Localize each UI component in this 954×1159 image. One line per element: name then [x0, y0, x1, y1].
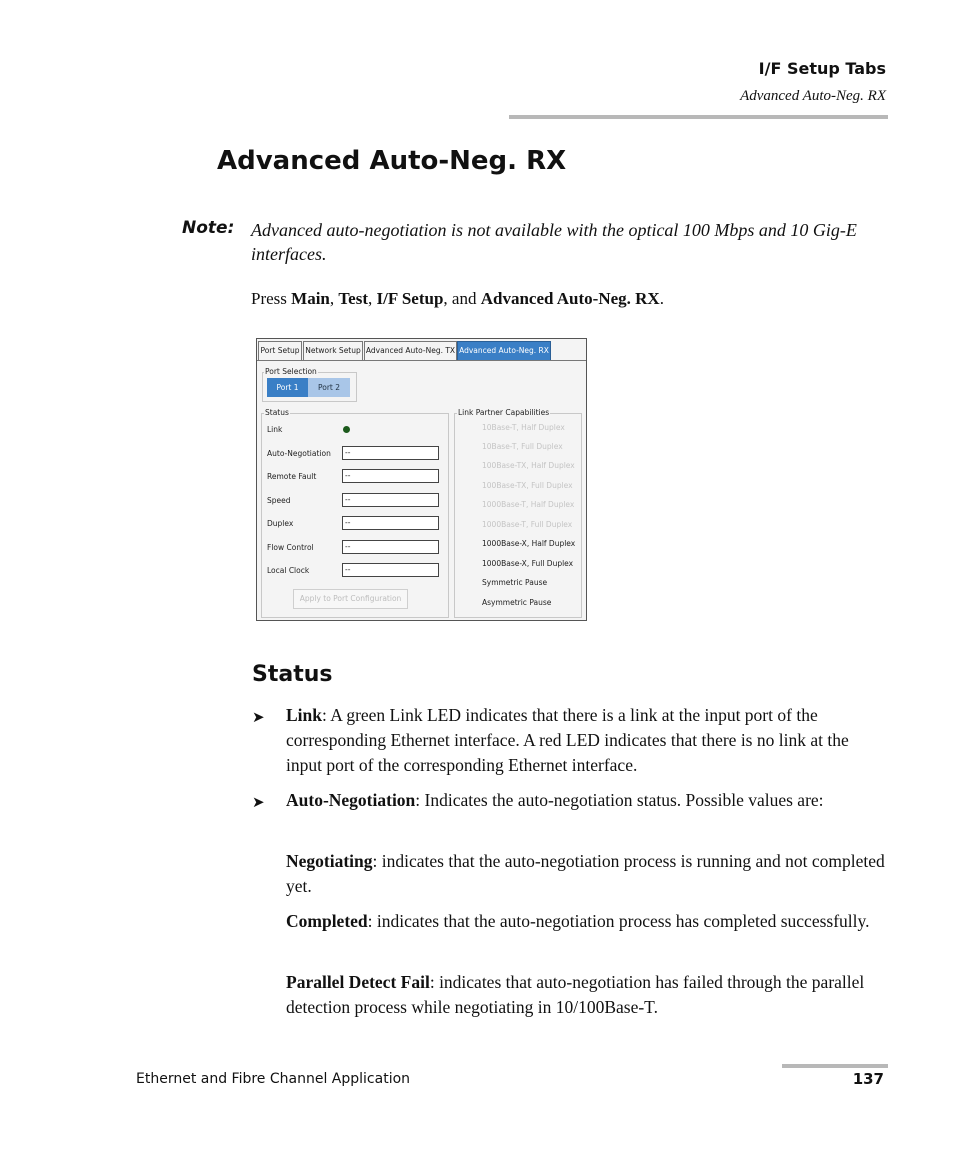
auto-negotiation-field: -- [342, 446, 439, 460]
footer-text: Ethernet and Fibre Channel Application [136, 1071, 411, 1087]
page-title: Advanced Auto-Neg. RX [217, 146, 567, 176]
port-selection-title: Port Selection [265, 367, 317, 376]
cap-1000base-x-half: 1000Base-X, Half Duplex [482, 539, 576, 548]
remote-fault-field: -- [342, 469, 439, 483]
parallel-detect-fail-description [286, 970, 886, 1020]
bullet-arrow-icon: ➤ [252, 710, 265, 726]
pdf-term: Parallel Detect Fail [286, 972, 430, 992]
tab-port-setup[interactable]: Port Setup [258, 341, 302, 361]
press-main: Main [291, 289, 330, 308]
press-sep3: , and [443, 289, 481, 308]
apply-to-port-configuration-button[interactable]: Apply to Port Configuration [293, 589, 408, 609]
press-end: . [659, 289, 664, 308]
duplex-label: Duplex [267, 519, 294, 528]
cap-1000base-t-full: 1000Base-T, Full Duplex [482, 520, 573, 529]
link-led-icon [343, 426, 350, 433]
auto-negotiation-label: Auto-Negotiation [267, 449, 331, 458]
tab-baseline [257, 360, 586, 361]
link-text: : A green Link LED indicates that there is a link at the input port of the corresponding Ethernet interface. A red LED indicates that there is no link at the input port of the corresponding Ethernet interface. [286, 705, 849, 775]
negotiating-text: : indicates that the auto-negotiation process is running and not completed yet. [286, 851, 885, 896]
completed-text: : indicates that the auto-negotiation process has completed successfully. [367, 911, 870, 931]
note-text: Advanced auto-negotiation is not available with the optical 100 Mbps and 10 Gig-E interfaces. [251, 220, 857, 264]
press-test: Test [338, 289, 368, 308]
local-clock-label: Local Clock [267, 566, 310, 575]
link-label: Link [267, 425, 283, 434]
press-ifsetup: I/F Setup [376, 289, 444, 308]
flow-control-label: Flow Control [267, 543, 314, 552]
auto-negotiation-description [286, 788, 886, 813]
cap-asymmetric-pause: Asymmetric Pause [482, 598, 552, 607]
port-1-button[interactable]: Port 1 [267, 378, 308, 397]
press-sep2: , [368, 289, 377, 308]
flow-control-field: -- [342, 540, 439, 554]
duplex-field: -- [342, 516, 439, 530]
tab-network-setup[interactable]: Network Setup [303, 341, 363, 361]
running-header-subtitle: Advanced Auto-Neg. RX [740, 88, 886, 104]
link-term: Link [286, 705, 322, 725]
press-prefix: Press [251, 289, 292, 308]
running-header-title: I/F Setup Tabs [758, 59, 886, 78]
speed-field: -- [342, 493, 439, 507]
tab-advanced-auto-neg-rx[interactable]: Advanced Auto-Neg. RX [457, 341, 551, 361]
bullet-arrow-icon: ➤ [252, 795, 265, 811]
negotiating-term: Negotiating [286, 851, 373, 871]
completed-description [286, 909, 886, 934]
link-description [286, 703, 886, 778]
status-heading: Status [252, 662, 333, 687]
screenshot-panel [256, 338, 587, 621]
press-instruction [251, 289, 664, 309]
cap-100base-tx-full: 100Base-TX, Full Duplex [482, 481, 573, 490]
port-2-button[interactable]: Port 2 [308, 378, 350, 397]
status-group-title: Status [265, 408, 289, 417]
cap-1000base-t-half: 1000Base-T, Half Duplex [482, 500, 575, 509]
cap-10base-t-full: 10Base-T, Full Duplex [482, 442, 563, 451]
negotiating-description [286, 849, 886, 899]
speed-label: Speed [267, 496, 291, 505]
page-number: 137 [852, 1070, 884, 1088]
pdf-text: : indicates that auto-negotiation has failed through the parallel detection process while negotiating in 10/100Base-T. [286, 972, 865, 1017]
remote-fault-label: Remote Fault [267, 472, 317, 481]
cap-10base-t-half: 10Base-T, Half Duplex [482, 423, 565, 432]
local-clock-field: -- [342, 563, 439, 577]
cap-symmetric-pause: Symmetric Pause [482, 578, 548, 587]
header-rule [509, 115, 888, 119]
press-adv: Advanced Auto-Neg. RX [480, 289, 660, 308]
cap-1000base-x-full: 1000Base-X, Full Duplex [482, 559, 574, 568]
note-label: Note: [182, 218, 235, 238]
footer-rule [782, 1064, 888, 1068]
link-partner-title: Link Partner Capabilities [458, 408, 550, 417]
press-sep1: , [329, 289, 339, 308]
autoneg-term: Auto-Negotiation [286, 790, 416, 810]
autoneg-text: : Indicates the auto-negotiation status. Possible values are: [415, 790, 824, 810]
tab-advanced-auto-neg-tx[interactable]: Advanced Auto-Neg. TX [364, 341, 457, 361]
cap-100base-tx-half: 100Base-TX, Half Duplex [482, 461, 575, 470]
completed-term: Completed [286, 911, 368, 931]
